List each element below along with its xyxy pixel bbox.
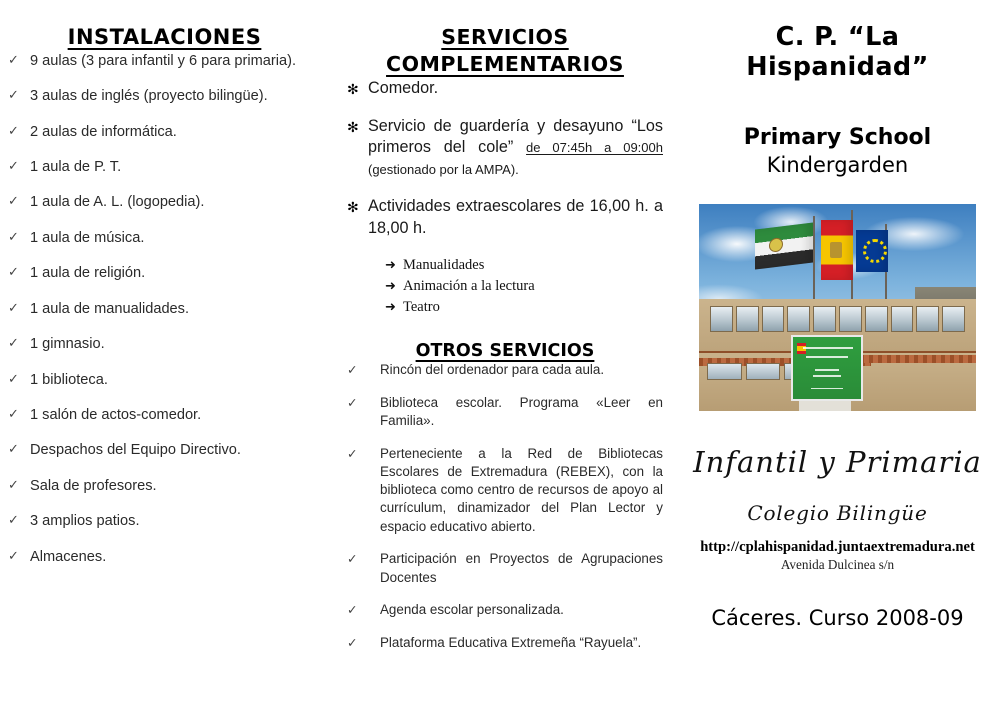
list-item-label: Despachos del Equipo Directivo. — [30, 442, 241, 459]
column-servicios — [335, 0, 675, 701]
sign-text-line — [806, 356, 848, 358]
list-item — [347, 78, 663, 100]
list-item — [8, 123, 321, 141]
window — [787, 306, 810, 332]
check-icon: ✓ — [8, 51, 19, 67]
list-item — [8, 300, 321, 318]
list-item-label: 1 gimnasio. — [30, 336, 105, 353]
list-item — [347, 116, 663, 181]
sign-text-line — [813, 375, 840, 377]
list-item-label: Biblioteca escolar. Programa «Leer en Familia». — [380, 394, 663, 429]
window — [916, 306, 939, 332]
otros-servicios-heading: OTROS SERVICIOS — [415, 341, 595, 362]
spain-flag-icon — [821, 220, 853, 280]
list-item — [8, 264, 321, 282]
script-infantil-primaria: Infantil y Primaria — [693, 445, 982, 479]
list-item — [8, 335, 321, 353]
list-item — [347, 601, 663, 619]
column-cover — [675, 0, 1000, 701]
list-item — [8, 87, 321, 105]
service-guarderia-hours: de 07:45h a 09:00h — [526, 140, 663, 156]
list-item-label: 1 aula de música. — [30, 229, 145, 246]
script-colegio-bilingue: Colegio Bilingüe — [747, 501, 928, 525]
list-item — [347, 361, 663, 379]
roof-tiles — [851, 355, 976, 363]
list-item-label: 1 salón de actos-comedor. — [30, 406, 202, 423]
check-icon: ✓ — [8, 512, 19, 528]
window — [839, 306, 862, 332]
list-item — [347, 196, 663, 239]
city-and-course-year: Cáceres. Curso 2008-09 — [711, 606, 964, 630]
list-item-label: Plataforma Educativa Extremeña “Rayuela”. — [380, 635, 642, 651]
check-icon: ✓ — [8, 264, 19, 280]
check-icon: ✓ — [8, 370, 19, 386]
check-icon: ✓ — [347, 636, 358, 651]
list-item-label: Agenda escolar personalizada. — [380, 602, 564, 618]
list-item-label: 1 aula de manualidades. — [30, 300, 190, 317]
list-item-label: 1 biblioteca. — [30, 371, 108, 388]
check-icon: ✓ — [8, 547, 19, 563]
list-item — [347, 634, 663, 652]
check-icon: ✓ — [347, 446, 358, 461]
school-building-photo — [699, 204, 976, 411]
list-item — [8, 371, 321, 389]
actividades-list — [347, 255, 663, 317]
instalaciones-list — [8, 52, 321, 566]
window — [736, 306, 759, 332]
check-icon: ✓ — [8, 335, 19, 351]
check-icon: ✓ — [8, 441, 19, 457]
instalaciones-heading: INSTALACIONES — [67, 25, 262, 49]
check-icon: ✓ — [347, 552, 358, 567]
list-item — [8, 52, 321, 70]
actividad-label: Animación a la lectura — [403, 277, 535, 294]
upper-windows — [710, 306, 965, 332]
check-icon: ✓ — [347, 395, 358, 410]
window — [710, 306, 733, 332]
check-icon: ✓ — [347, 363, 358, 378]
list-item — [8, 441, 321, 459]
asterisk-icon: ✻ — [347, 118, 359, 135]
list-item — [347, 445, 663, 536]
extremadura-flag-icon — [755, 222, 813, 269]
window — [707, 363, 741, 379]
column-instalaciones — [0, 0, 335, 701]
sign-text-line — [803, 347, 853, 349]
actividad-label: Teatro — [403, 298, 440, 315]
eu-flag-icon — [856, 230, 888, 272]
list-item — [8, 548, 321, 566]
servicios-list — [347, 78, 663, 239]
list-item-label: Participación en Proyectos de Agrupaciones Docentes — [380, 551, 663, 585]
window — [813, 306, 836, 332]
subtitle-kindergarden: Kindergarden — [766, 153, 909, 177]
list-item-label: 1 aula de religión. — [30, 265, 146, 282]
list-item — [8, 229, 321, 247]
service-guarderia-text: Servicio de guardería y desayuno “Los primeros del cole” — [368, 116, 663, 157]
actividad-label: Manualidades — [403, 257, 485, 274]
sign-text-line — [811, 388, 844, 389]
school-entrance-sign — [791, 335, 863, 401]
arrow-right-icon: ➜ — [385, 258, 396, 274]
check-icon: ✓ — [8, 157, 19, 173]
list-item-label: Sala de profesores. — [30, 477, 157, 494]
service-comedor-label: Comedor. — [368, 79, 439, 98]
list-item — [385, 255, 663, 276]
check-icon: ✓ — [8, 122, 19, 138]
list-item — [8, 158, 321, 176]
list-item — [8, 512, 321, 530]
sign-text-line — [815, 369, 838, 371]
list-item-label: Perteneciente a la Red de Bibliotecas Escolares de Extremadura (REBEX), con la biblioteca como centro de recursos de apoyo al currículum, dinamizador del Plan Lector y espacio educativo abierto. — [380, 445, 663, 534]
list-item-label: Rincón del ordenador para cada aula. — [380, 362, 605, 378]
service-extraescolares-label: Actividades extraescolares de 16,00 h. a 18,00 h. — [368, 197, 663, 237]
asterisk-icon: ✻ — [347, 199, 359, 216]
list-item — [347, 394, 663, 430]
window — [865, 306, 888, 332]
list-item-label: 2 aulas de informática. — [30, 123, 177, 140]
school-name-title: C. P. “La Hispanidad” — [746, 22, 929, 82]
subtitle-primary-school: Primary School — [743, 125, 932, 150]
servicios-heading-line1: SERVICIOS — [441, 25, 569, 49]
list-item — [385, 276, 663, 297]
list-item — [8, 406, 321, 424]
list-item-label: 1 aula de P. T. — [30, 158, 122, 175]
check-icon: ✓ — [8, 405, 19, 421]
window — [942, 306, 965, 332]
service-guarderia-note: (gestionado por la AMPA). — [368, 161, 519, 177]
check-icon: ✓ — [8, 228, 19, 244]
arrow-right-icon: ➜ — [385, 278, 396, 294]
school-address: Avenida Dulcinea s/n — [780, 557, 895, 572]
arrow-right-icon: ➜ — [385, 299, 396, 315]
check-icon: ✓ — [8, 476, 19, 492]
asterisk-icon: ✻ — [347, 81, 359, 98]
list-item — [385, 297, 663, 318]
servicios-heading-line2: COMPLEMENTARIOS — [386, 52, 624, 77]
list-item-label: 1 aula de A. L. (logopedia). — [30, 194, 205, 211]
list-item — [8, 477, 321, 495]
window — [762, 306, 785, 332]
check-icon: ✓ — [8, 87, 19, 103]
service-guarderia-label — [368, 116, 663, 181]
list-item — [347, 550, 663, 586]
school-website-url[interactable]: http://cplahispanidad.juntaextremadura.net — [700, 539, 975, 555]
list-item — [8, 193, 321, 211]
check-icon: ✓ — [8, 299, 19, 315]
list-item-label: Almacenes. — [30, 548, 107, 565]
otros-servicios-list — [347, 361, 663, 652]
window — [746, 363, 780, 379]
check-icon: ✓ — [8, 193, 19, 209]
list-item-label: 3 aulas de inglés (proyecto bilingüe). — [30, 88, 268, 105]
list-item-label: 9 aulas (3 para infantil y 6 para primaria). — [30, 52, 297, 69]
window — [891, 306, 914, 332]
list-item-label: 3 amplios patios. — [30, 513, 140, 530]
check-icon: ✓ — [347, 603, 358, 618]
